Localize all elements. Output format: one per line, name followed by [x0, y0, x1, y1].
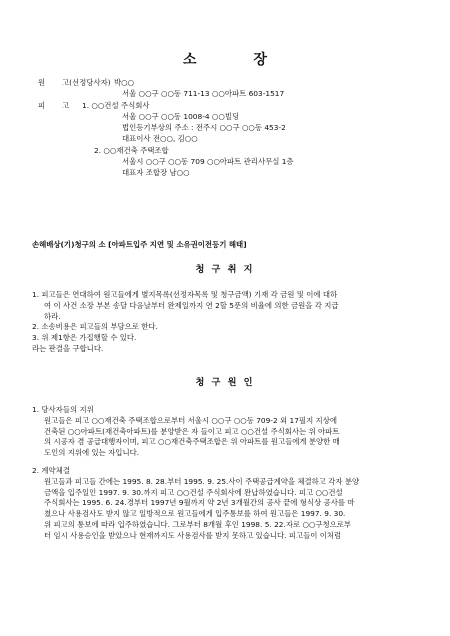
section-2-line: 터 임시 사용승인을 받았으나 현재까지도 사용검사를 받지 못하고 있습니다. 피고들이 이처럼 [44, 530, 342, 540]
page-title: 소 장 [183, 52, 293, 68]
section-1-line: 건축된 ○○아파트(재건축아파트)를 분양받은 자 들이고 피고 ○○건설 주식회사는 위 아파트 [44, 426, 340, 436]
plaintiff-address: 서울 ○○구 ○○동 711-13 ○○아파트 603-1517 [122, 89, 285, 99]
defendant-2-head: 2. ○○재건축 주택조합 [94, 145, 169, 155]
section-2-line: 주식회사는 1995. 6. 24.경부터 1997년 9월까지 약 2년 3개월간의 공사 끝에 형식상 공사를 마 [44, 498, 355, 508]
defendant-role-b: 고 [62, 100, 70, 110]
section-2-line: 금액을 입주일인 1997. 9. 30.까지 피고 ○○건설 주식회사에 완납하였습니다. 피고 ○○건설 [44, 487, 343, 497]
defendant-1-address: 서울 ○○구 ○○동 1008-4 ○○빌딩 [122, 111, 240, 121]
section-1-line: 의 시공자 겸 공급대행자이며, 피고 ○○재건축주택조합은 위 아파트를 원고들에게 분양한 매 [44, 437, 340, 447]
claim-purpose-body [32, 290, 432, 355]
claim-cause-heading: 청 구 원 인 [195, 377, 255, 388]
defendant-2-address: 서울시 ○○구 ○○동 709 ○○아파트 관리사무실 1층 [122, 157, 294, 167]
defendant-2-representative: 대표자 조합장 남○○ [122, 168, 190, 178]
section-1-heading: 1. 당사자들의 지위 [32, 405, 94, 414]
case-name: 손해배상(기)청구의 소 [아파트입주 지연 및 소유권이전등기 해태] [32, 240, 247, 249]
section-2-line: 원고들과 피고들 간에는 1995. 8. 28.부터 1995. 9. 25.사이 주택공급계약을 체결하고 각자 분양 [44, 476, 360, 486]
section-2-heading: 2. 계약체결 [32, 465, 70, 475]
section-2-line: 쳤으나 사용검사도 받지 않고 일방적으로 원고들에게 입주통보를 하여 원고들은 1997. 9. 30. [44, 509, 346, 519]
plaintiff-role-b: 고(선정당사자) [62, 78, 111, 87]
claim-cause-body [32, 405, 432, 542]
defendant-role-a: 피 [38, 100, 46, 110]
defendant-1-representatives: 대표이사 전○○, 김○○ [122, 134, 198, 144]
claim-purpose-heading: 청 구 취 지 [195, 264, 255, 275]
section-1-line: 원고들은 피고 ○○재건축 주택조합으로부터 서울시 ○○구 ○○동 709-2 외 17필지 지상에 [44, 415, 337, 425]
plaintiff-row [38, 78, 438, 89]
defendant-1-head: 1. ○○건설 주식회사 [82, 100, 150, 110]
claim-purpose-line: 여 이 사건 소장 부본 송달 다음날부터 완제일까지 연 2할 5푼의 비율에 의한 금원을 각 지급 [44, 300, 339, 310]
parties-section [38, 78, 438, 180]
defendant-row [38, 101, 438, 112]
plaintiff-name: 박○○ [114, 78, 135, 87]
claim-purpose-line: 2. 소송비용은 피고들의 부담으로 한다. [32, 322, 158, 332]
claim-purpose-line: 1. 피고들은 연대하여 원고들에게 별지목록(선정자목록 및 청구금액) 기재 각 금원 및 이에 대하 [32, 290, 338, 299]
section-1-line: 도인의 지위에 있는 자입니다. [44, 448, 140, 458]
plaintiff-role-a: 원 [38, 78, 46, 87]
defendant-1-registered-address: 법인등기부상의 주소 : 전주시 ○○구 ○○동 453-2 [122, 123, 286, 133]
claim-purpose-line: 하라. [44, 311, 61, 321]
claim-purpose-line: 3. 위 제1항은 가집행할 수 있다. [32, 333, 137, 343]
claim-purpose-line: 라는 판결을 구합니다. [32, 343, 104, 353]
section-2-line: 위 피고의 통보에 따라 입주하였습니다. 그로부터 8개월 후인 1998. 5. 22.자로 ○○구청으로부 [44, 519, 352, 529]
